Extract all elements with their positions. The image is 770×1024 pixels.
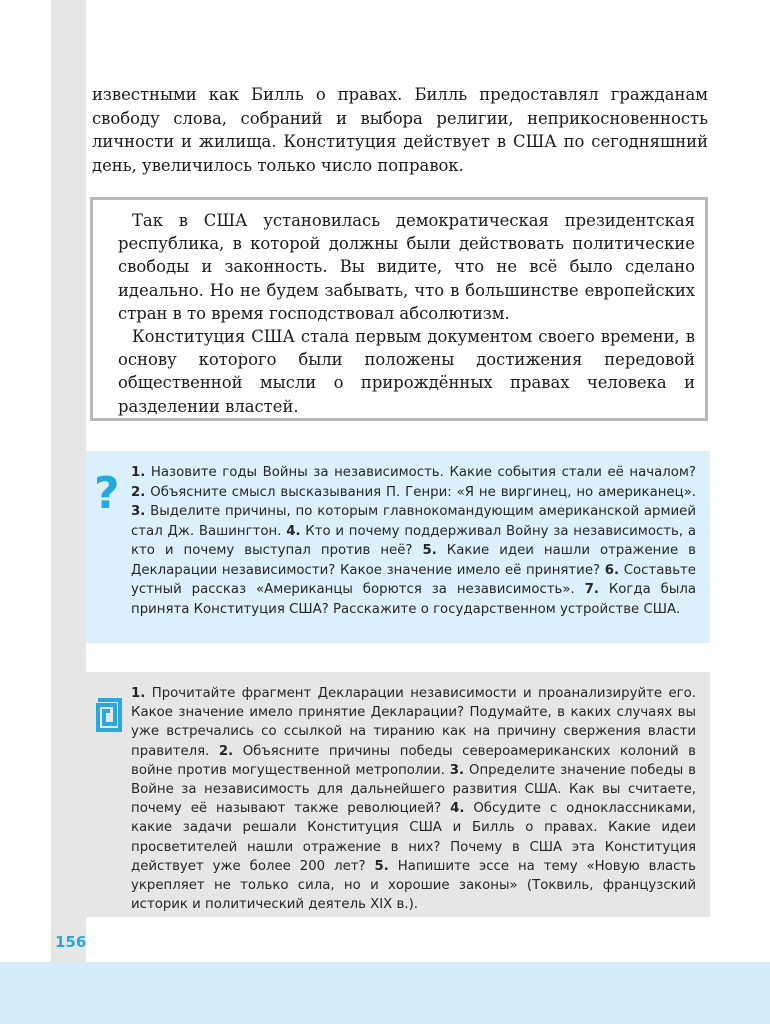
page-number: 156 <box>55 933 87 951</box>
task-item: 2. Объясните причины победы североамериканских колоний в войне против могущественной метрополии. <box>131 743 696 778</box>
questions-block <box>86 451 710 643</box>
summary-box <box>90 197 708 421</box>
task-item: 4. Обсудите с одноклассниками, какие задачи решали Конституция США и Билль о правах. Какие идеи просветителей нашли отражение в них? Почему в США эта Конституция действует уже более 200 лет? <box>131 801 696 874</box>
question-item: 5. Какие идеи нашли отражение в Декларации независимости? Какое значение имело её принятие? <box>131 543 696 578</box>
task-item: 3. Определите значение победы в Войне за независимость для дальнейшего развития США. Как вы считаете, почему её называют также революцией? <box>131 762 697 817</box>
task-item: 5. Напишите эссе на тему «Новую власть укрепляет не только сила, но и хорошие законы» (Токвиль, французский историк и политический деятель XIX в.). <box>131 858 697 913</box>
question-item: 3. Выделите причины, по которым главнокомандующим американской армией стал Дж. Вашингтон. <box>131 504 696 539</box>
summary-paragraph: Конституция США стала первым документом своего времени, в основу которого были положены достижения передовой общественной мысли о прирождённых правах человека и разделении властей. <box>118 327 695 416</box>
page-bottom-band <box>0 962 770 1024</box>
question-item: 7. Когда была принята Конституция США? Расскажите о государственном устройстве США. <box>131 582 696 617</box>
task-icon <box>96 698 122 732</box>
tasks-block <box>86 672 710 917</box>
question-item: 1. Назовите годы Войны за независимость. Какие события стали её началом? <box>131 465 696 480</box>
question-item: 2. Объясните смысл высказывания П. Генри: «Я не виргинец, но американец». <box>131 484 696 500</box>
page-side-strip <box>51 0 86 1024</box>
intro-paragraph: известными как Билль о правах. Билль предоставлял гражданам свободу слова, собраний и выбора религии, неприкосновенность личности и жилища. Конституция действует в США по сегодняшний день, увеличилось только число поправок. <box>92 85 708 175</box>
question-item: 6. Составьте устный рассказ «Американцы борются за независимость». <box>131 562 696 597</box>
question-item: 4. Кто и почему поддерживал Войну за независимость, а кто и почему выступал против неё? <box>131 523 696 558</box>
task-item: 1. Прочитайте фрагмент Декларации независимости и проанализируйте его. Какое значение имело принятие Декларации? Подумайте, в каких случаях вы уже встречались со ссылкой на тиранию как на причину свержения власти правителя. <box>131 686 696 759</box>
summary-paragraph: Так в США установилась демократическая президентская республика, в которой должны были действовать политические свободы и законность. Вы видите, что не всё было сделано идеально. Но не будем забывать, что в большинстве европейских стран в то время господствовал абсолютизм. <box>118 211 695 323</box>
question-mark-icon: ? <box>94 468 120 519</box>
